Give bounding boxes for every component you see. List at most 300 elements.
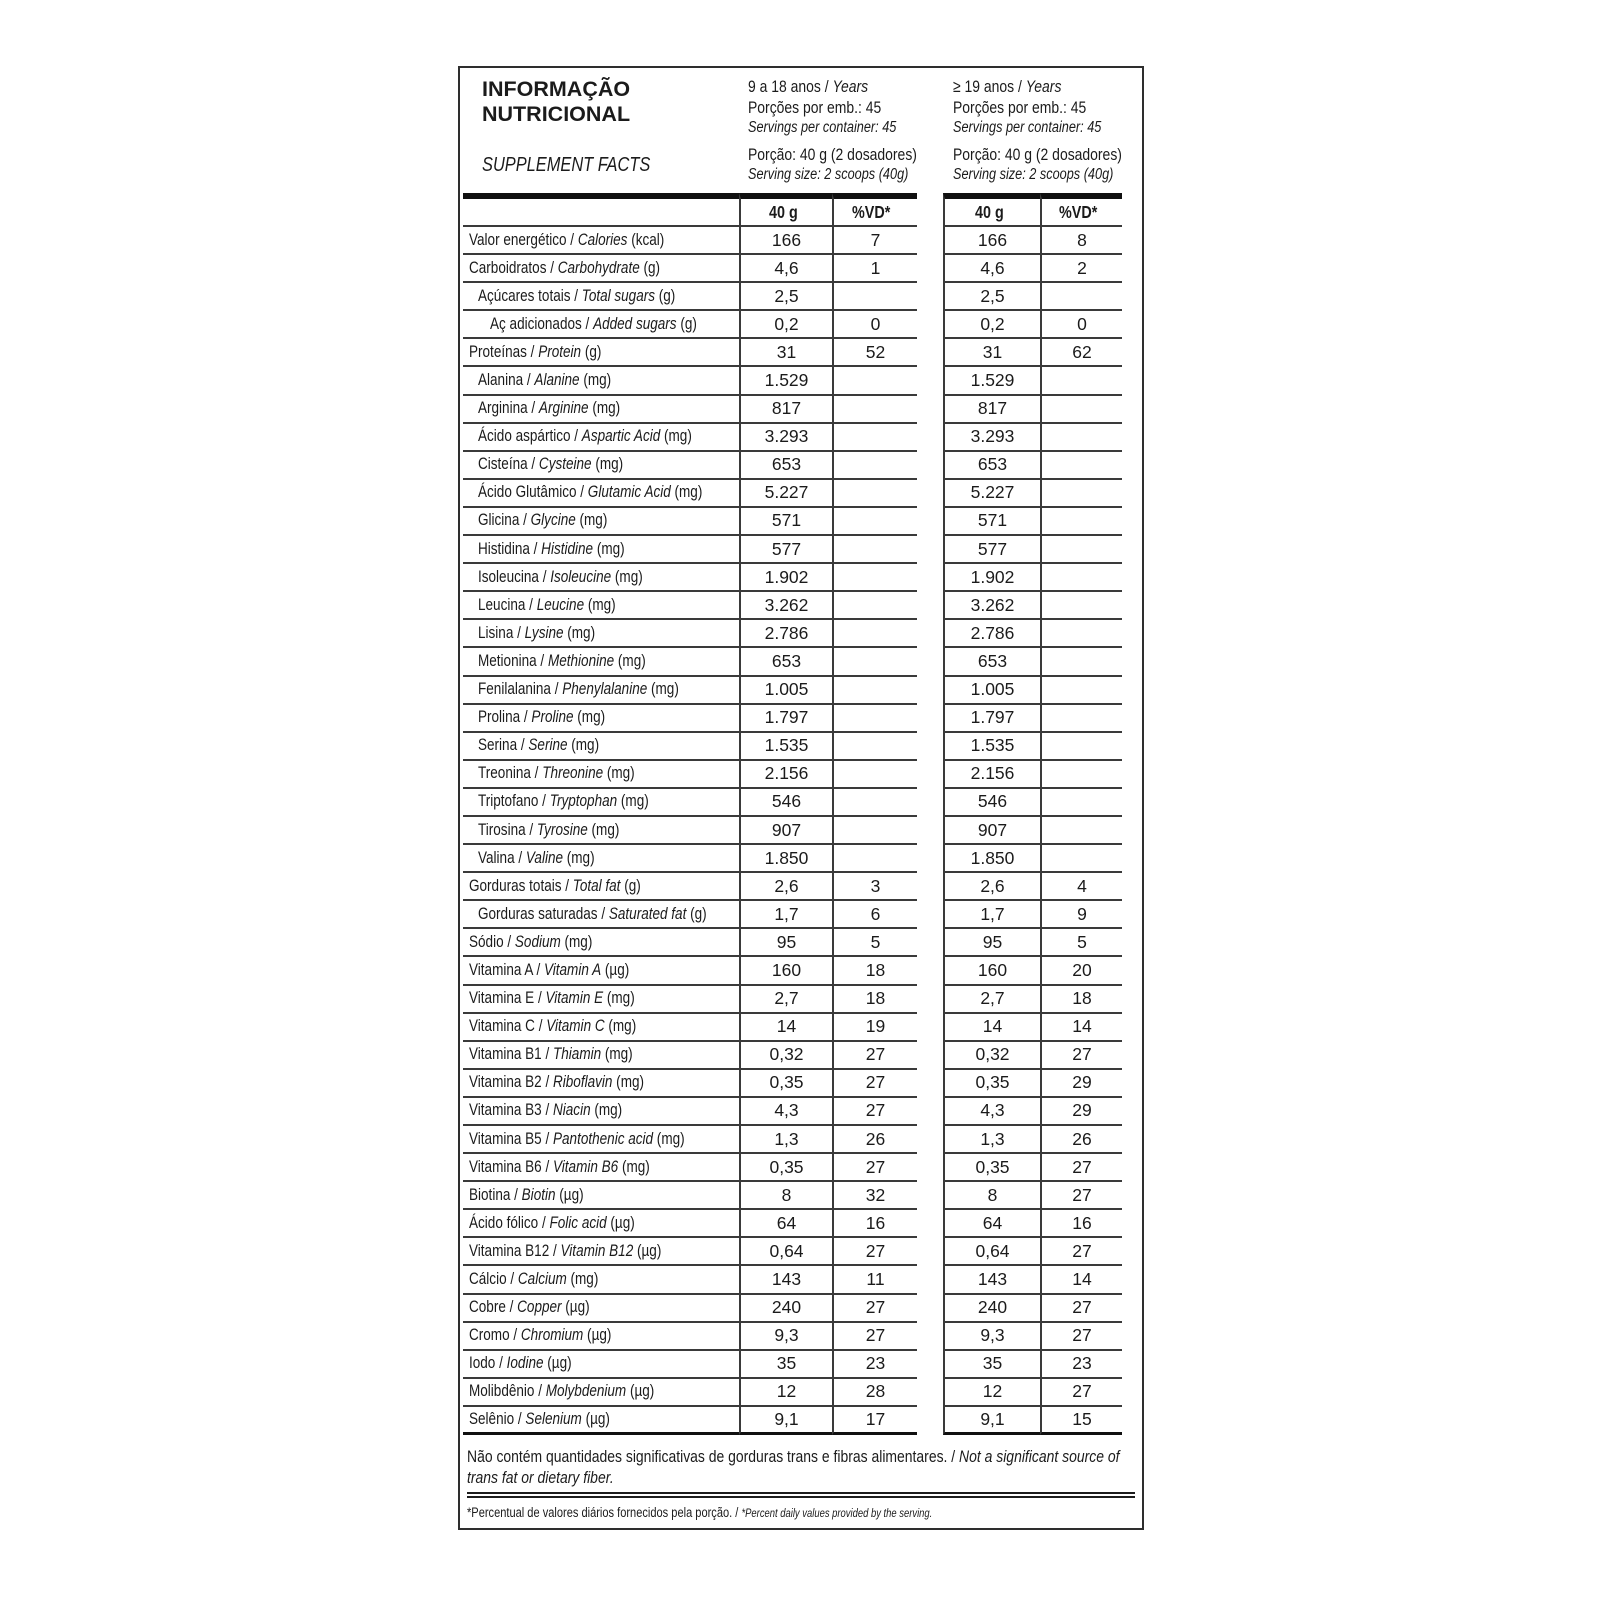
group1-dv-value: 27 xyxy=(832,1323,917,1351)
nutrient-name-pt: Selênio xyxy=(469,1409,515,1428)
group1-amount-value: 3.293 xyxy=(739,424,832,452)
table-row xyxy=(463,648,1122,676)
group2-dv-value xyxy=(1040,564,1122,592)
no-significant-source-note xyxy=(467,1446,1133,1488)
column-gap xyxy=(917,845,943,873)
group1-amount-value: 9,3 xyxy=(739,1323,832,1351)
label-separator: / xyxy=(576,483,588,502)
table-row xyxy=(463,1098,1122,1126)
nutrient-label-cell xyxy=(463,1126,739,1154)
group1-dv-value xyxy=(832,508,917,536)
group2-dv-value: 5 xyxy=(1040,929,1122,957)
note-en: Not a significant source of trans fat or dietary fiber. xyxy=(467,1447,1120,1487)
column-gap xyxy=(917,564,943,592)
group2-amount-value: 166 xyxy=(943,227,1040,255)
nutrient-name-en: Tyrosine xyxy=(536,820,588,839)
group2-dv-value xyxy=(1040,452,1122,480)
daily-value-footnote xyxy=(467,1505,1034,1520)
nutrient-unit: (mg) xyxy=(614,651,646,670)
nutrient-unit: (mg) xyxy=(647,680,679,699)
nutrient-unit: (µg) xyxy=(601,960,630,979)
group2-amount-value: 0,2 xyxy=(943,311,1040,339)
group1-amount-value: 0,35 xyxy=(739,1154,832,1182)
table-row xyxy=(463,845,1122,873)
column-gap xyxy=(917,1014,943,1042)
column-gap xyxy=(917,452,943,480)
group2-dv-value: 15 xyxy=(1040,1407,1122,1435)
group1-amount-value: 817 xyxy=(739,396,832,424)
column-gap xyxy=(917,677,943,705)
panel-title-line1: INFORMAÇÃO xyxy=(482,77,631,101)
group1-dv-value: 16 xyxy=(832,1210,917,1238)
table-row xyxy=(463,592,1122,620)
group2-amount-value: 160 xyxy=(943,957,1040,985)
column-gap xyxy=(917,255,943,283)
nutrient-name-en: Arginine xyxy=(538,399,589,418)
nutrient-label-cell xyxy=(463,1210,739,1238)
group1-dv-value: 26 xyxy=(832,1126,917,1154)
table-row xyxy=(463,339,1122,367)
nutrient-name-pt: Tirosina xyxy=(478,820,526,839)
group1-dv-value xyxy=(832,592,917,620)
table-row xyxy=(463,283,1122,311)
group2-amount-value: 571 xyxy=(943,508,1040,536)
nutrient-unit: (mg) xyxy=(611,567,643,586)
label-separator: / xyxy=(534,1017,547,1036)
nutrition-table xyxy=(463,193,1122,1435)
group2-amount-value: 1.529 xyxy=(943,367,1040,395)
nutrient-name-en: Molybdenium xyxy=(545,1382,627,1401)
group2-dv-value xyxy=(1040,367,1122,395)
table-row xyxy=(463,1266,1122,1294)
nutrient-name-en: Riboflavin xyxy=(552,1073,613,1092)
group2-amount-value: 546 xyxy=(943,789,1040,817)
group1-amount-value: 907 xyxy=(739,817,832,845)
column-gap xyxy=(917,193,943,227)
table-row xyxy=(463,789,1122,817)
nutrient-unit: (kcal) xyxy=(627,230,665,249)
nutrient-label-cell xyxy=(463,1042,739,1070)
nutrient-name-pt: Leucina xyxy=(478,595,526,614)
group1-dv-value xyxy=(832,845,917,873)
table-row xyxy=(463,396,1122,424)
column-gap xyxy=(917,817,943,845)
column-gap xyxy=(917,1295,943,1323)
nutrient-label-cell xyxy=(463,1407,739,1435)
nutrient-unit: (mg) xyxy=(591,455,624,474)
column-gap xyxy=(917,1154,943,1182)
nutrient-unit: (g) xyxy=(581,342,602,361)
nutrient-unit: (µg) xyxy=(606,1213,635,1232)
nutrient-name-pt: Vitamina B2 xyxy=(469,1073,542,1092)
group1-amount-value: 546 xyxy=(739,789,832,817)
panel-title xyxy=(482,77,630,127)
label-separator: / xyxy=(514,1409,526,1428)
nutrient-name-pt: Ácido Glutâmico xyxy=(478,483,577,502)
group1-amount-value: 95 xyxy=(739,929,832,957)
nutrient-label-cell xyxy=(463,677,739,705)
table-row xyxy=(463,1407,1122,1435)
label-separator: / xyxy=(519,511,531,530)
group1-dv-value xyxy=(832,733,917,761)
nutrient-name-pt: Glicina xyxy=(478,511,520,530)
group1-amount-value: 12 xyxy=(739,1379,832,1407)
nutrient-name-pt: Iodo xyxy=(469,1354,496,1373)
nutrient-label-cell xyxy=(463,311,739,339)
nutrient-unit: (mg) xyxy=(603,989,635,1008)
nutrient-name-en: Phenylalanine xyxy=(562,680,648,699)
column-gap xyxy=(917,873,943,901)
column-gap xyxy=(917,1126,943,1154)
group1-dv-value: 3 xyxy=(832,873,917,901)
nutrient-name-pt: Vitamina B6 xyxy=(469,1157,542,1176)
table-row xyxy=(463,1210,1122,1238)
group2-servings-en: Servings per container: 45 xyxy=(953,119,1102,136)
nutrient-name-en: Protein xyxy=(538,342,582,361)
nutrient-name-en: Cysteine xyxy=(538,455,592,474)
nutrient-name-pt: Vitamina E xyxy=(469,989,535,1008)
group1-dv-value: 7 xyxy=(832,227,917,255)
nutrient-unit: (g) xyxy=(655,286,676,305)
nutrient-name-en: Alanine xyxy=(534,371,580,390)
label-separator: / xyxy=(506,1270,518,1289)
nutrient-label-cell xyxy=(463,424,739,452)
group2-dv-value: 2 xyxy=(1040,255,1122,283)
panel-title-line2: NUTRICIONAL xyxy=(482,102,631,126)
group2-dv-value xyxy=(1040,536,1122,564)
nutrient-name-pt: Treonina xyxy=(478,764,531,783)
group1-dv-value: 27 xyxy=(832,1042,917,1070)
group1-servings-en: Servings per container: 45 xyxy=(748,119,897,136)
nutrient-unit: (mg) xyxy=(660,427,692,446)
nutrient-name-en: Total sugars xyxy=(581,286,656,305)
group2-amount-header: 40 g xyxy=(943,193,1040,227)
table-row xyxy=(463,508,1122,536)
nutrient-label-cell xyxy=(463,1182,739,1210)
nutrient-label-cell xyxy=(463,901,739,929)
group2-dv-value: 27 xyxy=(1040,1154,1122,1182)
nutrient-label-cell xyxy=(463,761,739,789)
column-gap xyxy=(917,1070,943,1098)
nutrient-label-cell xyxy=(463,789,739,817)
table-row xyxy=(463,677,1122,705)
group1-dv-value xyxy=(832,761,917,789)
nutrient-name-pt: Vitamina C xyxy=(469,1017,535,1036)
group2-dv-header: %VD* xyxy=(1040,193,1122,227)
nutrient-unit: (mg) xyxy=(587,820,620,839)
nutrient-label-cell xyxy=(463,396,739,424)
group2-amount-value: 31 xyxy=(943,339,1040,367)
group1-amount-value: 2,7 xyxy=(739,986,832,1014)
nutrient-unit: (mg) xyxy=(590,1101,623,1120)
nutrient-name-pt: Gorduras totais xyxy=(469,876,562,895)
nutrient-label-cell xyxy=(463,339,739,367)
table-row xyxy=(463,452,1122,480)
group2-dv-value: 62 xyxy=(1040,339,1122,367)
column-gap xyxy=(917,227,943,255)
group1-amount-value: 3.262 xyxy=(739,592,832,620)
label-separator: / xyxy=(527,455,539,474)
nutrient-name-pt: Açúcares totais xyxy=(478,286,571,305)
nutrient-label-cell xyxy=(463,845,739,873)
table-row xyxy=(463,1042,1122,1070)
nutrient-unit: (mg) xyxy=(601,1045,633,1064)
group2-dv-value xyxy=(1040,648,1122,676)
nutrient-name-pt: Aç adicionados xyxy=(490,314,582,333)
nutrient-unit: (g) xyxy=(686,904,707,923)
group2-amount-value: 3.293 xyxy=(943,424,1040,452)
column-gap xyxy=(917,705,943,733)
nutrient-name-pt: Carboidratos xyxy=(469,258,547,277)
nutrient-name-en: Calories xyxy=(577,230,628,249)
column-gap xyxy=(917,1210,943,1238)
column-gap xyxy=(917,901,943,929)
group2-dv-value: 18 xyxy=(1040,986,1122,1014)
group2-dv-value: 14 xyxy=(1040,1266,1122,1294)
group2-dv-value xyxy=(1040,424,1122,452)
nutrient-name-pt: Ácido fólico xyxy=(469,1213,539,1232)
group2-amount-value: 64 xyxy=(943,1210,1040,1238)
group1-dv-header: %VD* xyxy=(832,193,917,227)
group1-servings-pt: Porções por emb.: 45 xyxy=(748,98,882,117)
label-separator: / xyxy=(514,848,526,867)
label-separator: / xyxy=(525,820,537,839)
nutrient-label-cell xyxy=(463,705,739,733)
label-separator: / xyxy=(541,1045,553,1064)
nutrient-name-en: Calcium xyxy=(517,1270,567,1289)
nutrient-label-cell xyxy=(463,1154,739,1182)
group2-amount-value: 240 xyxy=(943,1295,1040,1323)
group1-amount-value: 4,3 xyxy=(739,1098,832,1126)
group2-amount-value: 1.902 xyxy=(943,564,1040,592)
label-separator: / xyxy=(495,1354,507,1373)
group1-amount-value: 2,6 xyxy=(739,873,832,901)
nutrient-label-cell xyxy=(463,957,739,985)
column-gap xyxy=(917,424,943,452)
group1-amount-value: 166 xyxy=(739,227,832,255)
nutrient-label-cell xyxy=(463,1098,739,1126)
column-gap xyxy=(917,986,943,1014)
table-row xyxy=(463,1014,1122,1042)
label-separator: / xyxy=(538,567,551,586)
table-header-row xyxy=(463,193,1122,227)
group2-dv-value xyxy=(1040,733,1122,761)
column-gap xyxy=(917,339,943,367)
nutrient-name-pt: Isoleucina xyxy=(478,567,539,586)
nutrient-unit: (mg) xyxy=(612,1073,644,1092)
group2-dv-value: 27 xyxy=(1040,1042,1122,1070)
group2-dv-value: 9 xyxy=(1040,901,1122,929)
group2-amount-value: 1.850 xyxy=(943,845,1040,873)
nutrient-label-cell xyxy=(463,1014,739,1042)
footnote-en: *Percent daily values provided by the serving. xyxy=(741,1508,933,1520)
nutrient-unit: (mg) xyxy=(588,399,621,418)
nutrient-name-pt: Vitamina B12 xyxy=(469,1241,550,1260)
label-separator: / xyxy=(530,764,543,783)
group2-dv-value: 27 xyxy=(1040,1323,1122,1351)
nutrient-name-pt: Triptofano xyxy=(478,792,539,811)
nutrient-name-pt: Arginina xyxy=(478,399,528,418)
label-separator: / xyxy=(570,427,582,446)
nutrient-unit: (µg) xyxy=(561,1298,590,1317)
column-gap xyxy=(917,283,943,311)
table-body xyxy=(463,227,1122,1435)
group2-amount-value: 8 xyxy=(943,1182,1040,1210)
nutrient-unit: (mg) xyxy=(575,511,608,530)
table-row xyxy=(463,255,1122,283)
nutrient-name-en: Glutamic Acid xyxy=(587,483,671,502)
nutrient-label-cell xyxy=(463,986,739,1014)
group1-amount-value: 0,64 xyxy=(739,1238,832,1266)
label-separator: / xyxy=(549,1241,561,1260)
nutrient-name-en: Vitamin E xyxy=(545,989,604,1008)
group1-dv-value xyxy=(832,564,917,592)
group2-amount-value: 577 xyxy=(943,536,1040,564)
table-row xyxy=(463,1070,1122,1098)
group1-dv-value: 23 xyxy=(832,1351,917,1379)
label-separator: / xyxy=(532,960,544,979)
nutrition-facts-panel xyxy=(458,66,1144,1530)
group1-age-line: 9 a 18 anos / Years xyxy=(748,77,869,96)
table-row xyxy=(463,761,1122,789)
nutrient-name-pt: Vitamina B3 xyxy=(469,1101,542,1120)
table-row xyxy=(463,1351,1122,1379)
label-separator: / xyxy=(550,680,563,699)
nutrient-name-en: Serine xyxy=(528,736,568,755)
column-gap xyxy=(917,761,943,789)
nutrient-name-pt: Serina xyxy=(478,736,518,755)
group1-amount-value: 35 xyxy=(739,1351,832,1379)
group2-amount-value: 653 xyxy=(943,452,1040,480)
group1-dv-value: 1 xyxy=(832,255,917,283)
column-gap xyxy=(917,1098,943,1126)
group1-dv-value xyxy=(832,648,917,676)
group2-dv-value xyxy=(1040,677,1122,705)
nutrient-label-cell xyxy=(463,564,739,592)
nutrient-unit: (µg) xyxy=(581,1409,610,1428)
group2-dv-value: 27 xyxy=(1040,1182,1122,1210)
label-separator: / xyxy=(527,399,539,418)
nutrient-name-en: Iodine xyxy=(506,1354,544,1373)
nutrient-name-en: Vitamin B12 xyxy=(560,1241,634,1260)
table-row xyxy=(463,1154,1122,1182)
nutrient-name-pt: Alanina xyxy=(478,371,524,390)
group1-amount-value: 4,6 xyxy=(739,255,832,283)
group2-dv-value xyxy=(1040,705,1122,733)
nutrient-name-en: Vitamin B6 xyxy=(552,1157,619,1176)
group1-dv-value: 11 xyxy=(832,1266,917,1294)
group1-amount-value: 2,5 xyxy=(739,283,832,311)
group2-amount-value: 1,7 xyxy=(943,901,1040,929)
group1-amount-value: 160 xyxy=(739,957,832,985)
nutrient-label-cell xyxy=(463,1351,739,1379)
nutrient-name-pt: Valina xyxy=(478,848,515,867)
group1-amount-value: 0,32 xyxy=(739,1042,832,1070)
nutrient-unit: (mg) xyxy=(563,623,596,642)
group1-amount-value: 9,1 xyxy=(739,1407,832,1435)
column-gap xyxy=(917,1238,943,1266)
nutrient-unit: (mg) xyxy=(593,539,625,558)
group2-amount-value: 143 xyxy=(943,1266,1040,1294)
nutrient-name-en: Histidine xyxy=(541,539,594,558)
column-gap xyxy=(917,592,943,620)
nutrient-name-pt: Fenilalanina xyxy=(478,680,551,699)
nutrient-label-cell xyxy=(463,255,739,283)
label-separator: / xyxy=(509,1326,521,1345)
group1-amount-value: 31 xyxy=(739,339,832,367)
nutrient-name-en: Valine xyxy=(525,848,564,867)
group1-dv-value: 5 xyxy=(832,929,917,957)
nutrient-name-en: Thiamin xyxy=(552,1045,602,1064)
nutrient-name-en: Isoleucine xyxy=(550,567,612,586)
nutrient-name-en: Carbohydrate xyxy=(557,258,640,277)
group1-amount-value: 240 xyxy=(739,1295,832,1323)
group2-dv-value: 27 xyxy=(1040,1379,1122,1407)
nutrient-name-en: Pantothenic acid xyxy=(552,1129,654,1148)
table-row xyxy=(463,480,1122,508)
group1-amount-value: 1.902 xyxy=(739,564,832,592)
label-separator: / xyxy=(505,1298,518,1317)
group1-amount-value: 2.786 xyxy=(739,620,832,648)
group2-amount-value: 0,35 xyxy=(943,1070,1040,1098)
group2-amount-value: 0,35 xyxy=(943,1154,1040,1182)
group1-dv-value: 17 xyxy=(832,1407,917,1435)
group1-dv-value xyxy=(832,367,917,395)
group2-amount-value: 0,32 xyxy=(943,1042,1040,1070)
group2-dv-value xyxy=(1040,396,1122,424)
nutrient-name-en: Tryptophan xyxy=(549,792,618,811)
group2-dv-value: 8 xyxy=(1040,227,1122,255)
column-gap xyxy=(917,508,943,536)
group2-dv-value: 29 xyxy=(1040,1070,1122,1098)
column-gap xyxy=(917,311,943,339)
group2-age-line: ≥ 19 anos / Years xyxy=(953,77,1062,96)
nutrient-label-cell xyxy=(463,367,739,395)
nutrient-label-cell xyxy=(463,817,739,845)
label-separator: / xyxy=(525,595,537,614)
group2-amount-value: 12 xyxy=(943,1379,1040,1407)
nutrient-unit: (g) xyxy=(620,876,641,895)
table-row xyxy=(463,1295,1122,1323)
label-separator: / xyxy=(538,1213,550,1232)
group2-amount-value: 907 xyxy=(943,817,1040,845)
group2-amount-value: 9,3 xyxy=(943,1323,1040,1351)
group1-amount-value: 5.227 xyxy=(739,480,832,508)
nutrient-label-cell xyxy=(463,1323,739,1351)
group1-serving-size-en: Serving size: 2 scoops (40g) xyxy=(748,165,909,183)
nutrient-label-cell xyxy=(463,592,739,620)
label-separator: / xyxy=(581,314,594,333)
label-separator: / xyxy=(561,876,573,895)
nutrient-name-pt: Prolina xyxy=(478,708,521,727)
nutrient-name-pt: Proteínas xyxy=(469,342,527,361)
nutrient-unit: (mg) xyxy=(603,764,635,783)
nutrient-name-en: Saturated fat xyxy=(608,904,687,923)
footnote-separator xyxy=(467,1492,1135,1498)
table-row xyxy=(463,1323,1122,1351)
nutrient-label-cell xyxy=(463,873,739,901)
group1-amount-value: 2.156 xyxy=(739,761,832,789)
label-separator: / xyxy=(517,736,529,755)
column-gap xyxy=(917,929,943,957)
group1-dv-value: 52 xyxy=(832,339,917,367)
group2-dv-value xyxy=(1040,761,1122,789)
group1-amount-value: 8 xyxy=(739,1182,832,1210)
nutrient-name-en: Methionine xyxy=(547,651,615,670)
group1-amount-value: 1.797 xyxy=(739,705,832,733)
column-gap xyxy=(917,1323,943,1351)
nutrient-name-pt: Ácido aspártico xyxy=(478,427,571,446)
